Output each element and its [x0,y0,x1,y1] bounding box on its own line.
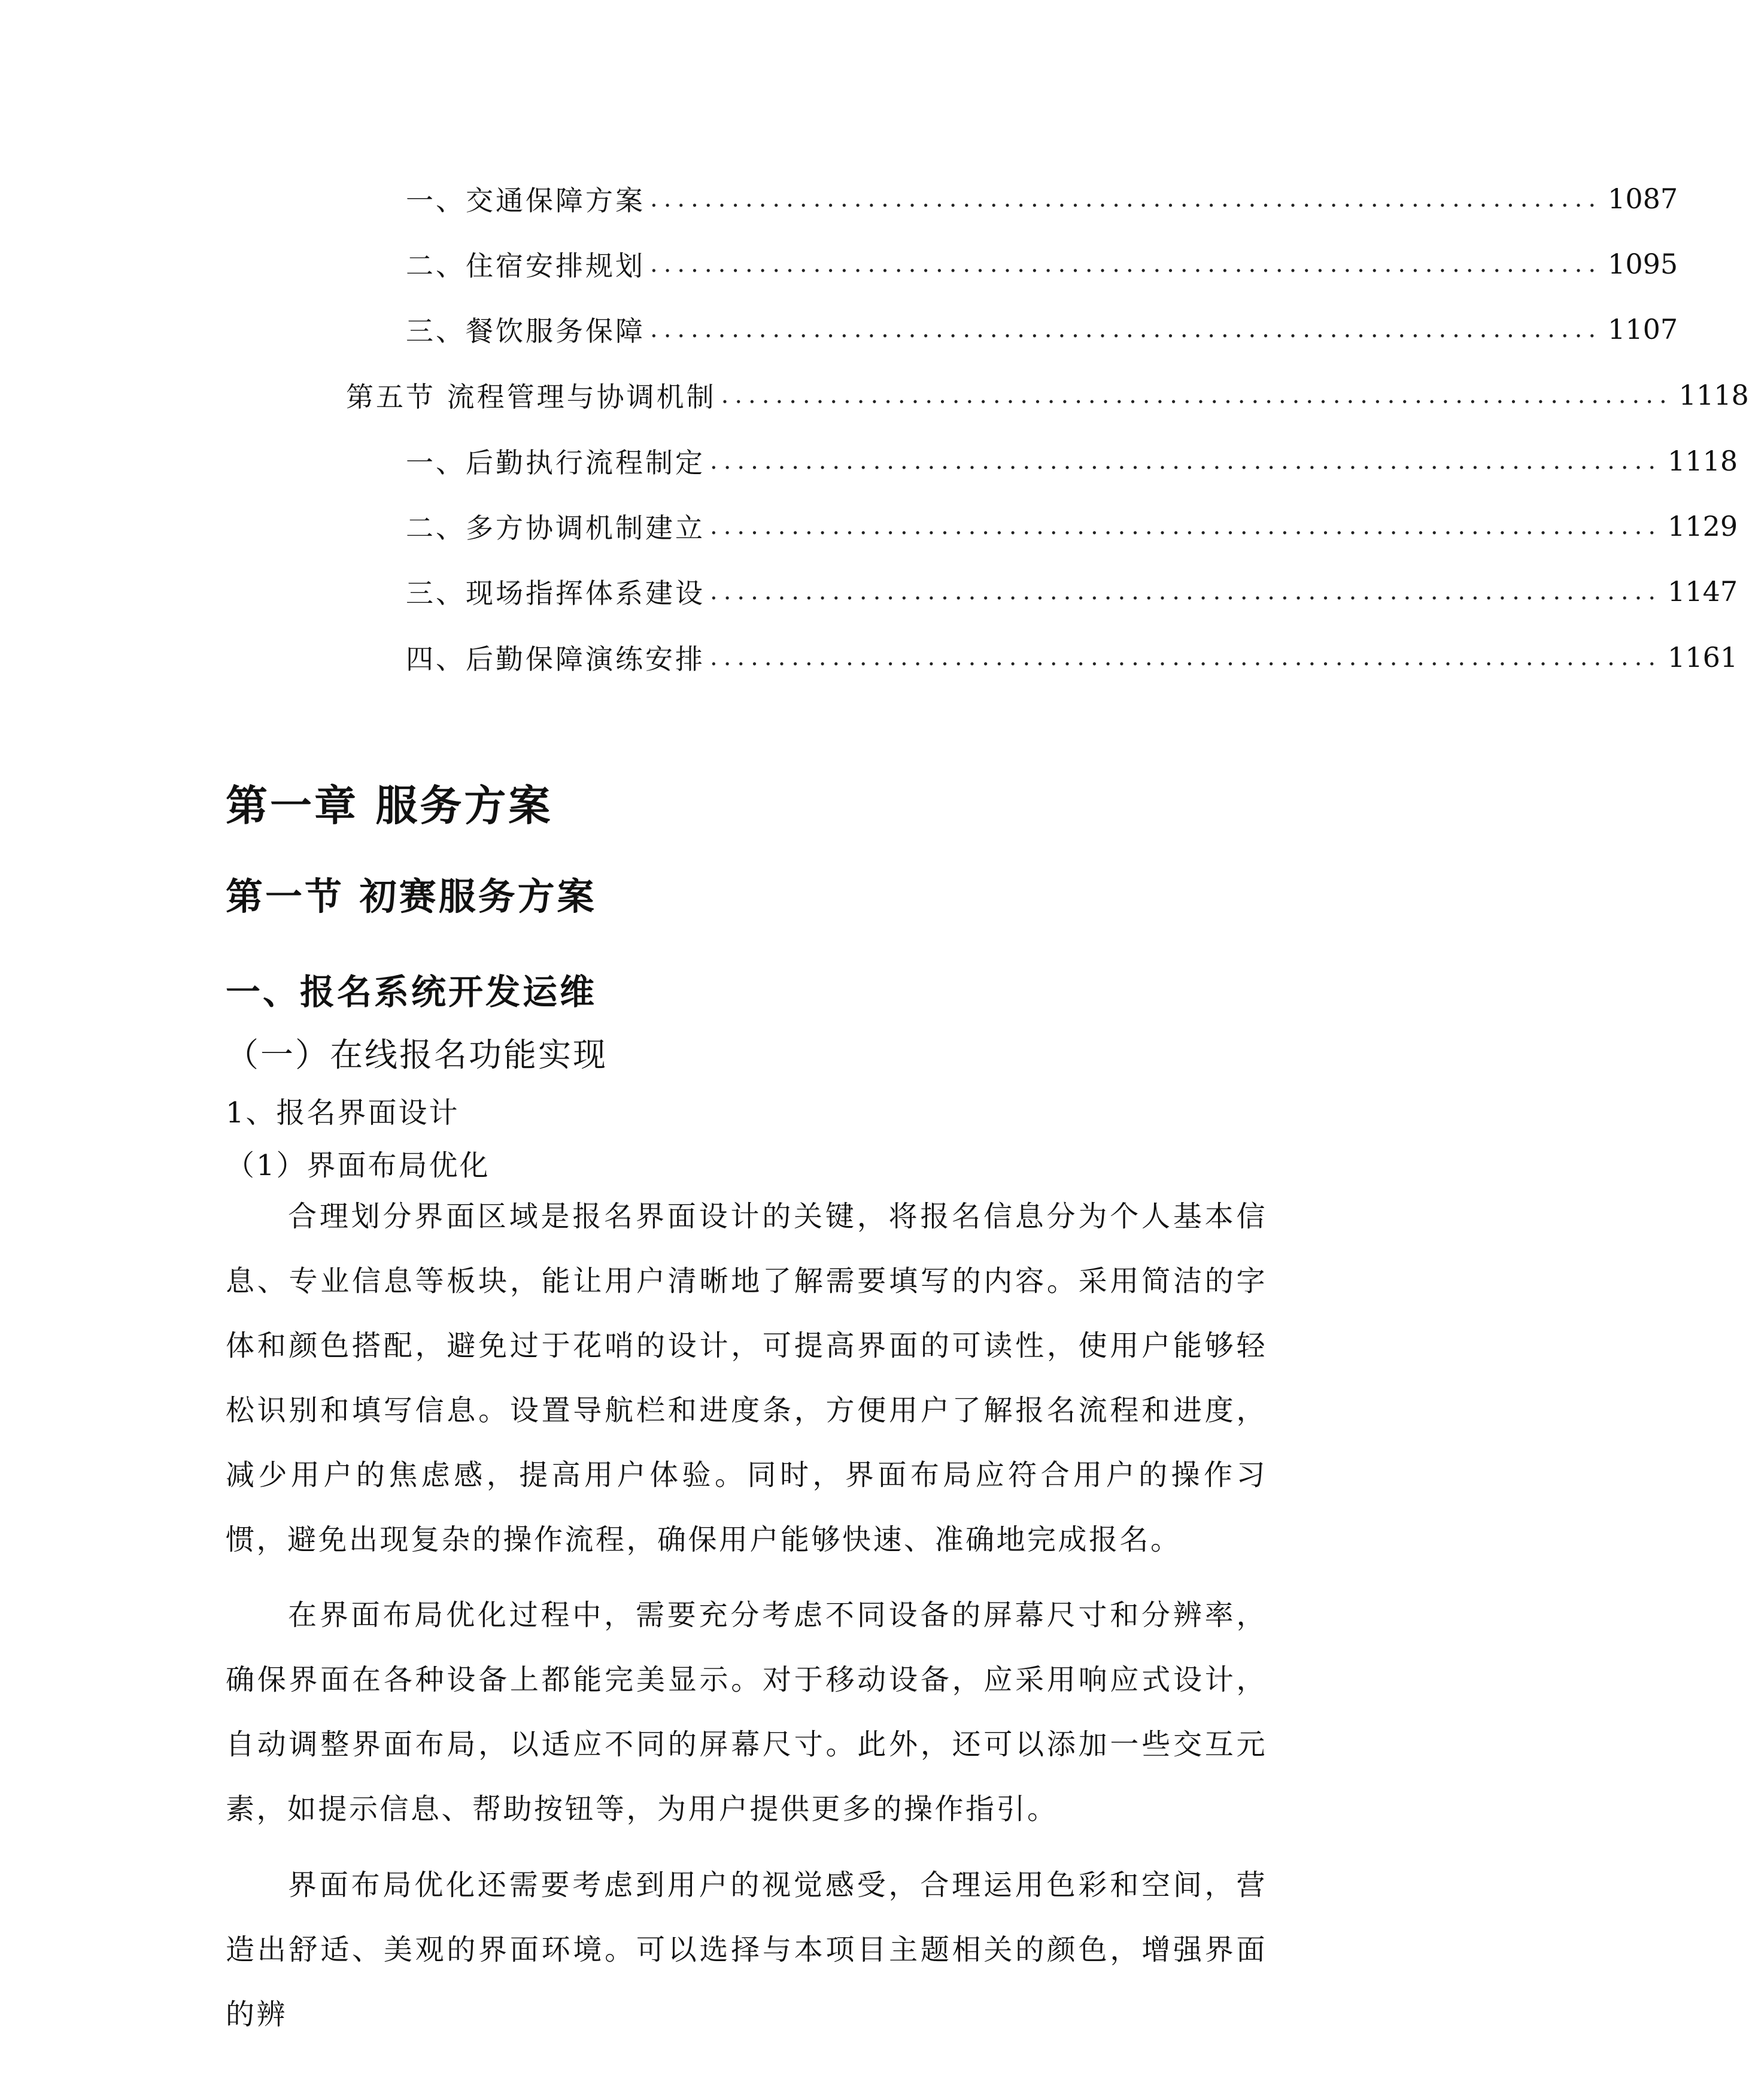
toc-entry[interactable] [406,305,1678,353]
toc-entry-page: 1118 [1668,445,1738,477]
subsubsection-title: （一）在线报名功能实现 [226,1036,608,1074]
toc-entry-title: 后勤执行流程制定 [466,447,705,479]
toc-entry[interactable] [406,240,1678,288]
toc-leader-dots: ...................................................................... [721,381,1673,409]
toc-leader-dots: ...................................................................... [710,447,1662,475]
toc-entry-title: 住宿安排规划 [466,250,645,282]
toc-entry-number: 一、 [406,447,466,479]
toc-entry-title: 餐饮服务保障 [466,315,645,347]
section-title: 第一节 初赛服务方案 [226,875,597,918]
toc-entry-title: 后勤保障演练安排 [466,643,705,675]
chapter-title: 第一章 服务方案 [226,781,553,830]
toc-entry[interactable] [406,633,1738,681]
toc-entry[interactable] [406,175,1678,223]
toc-entry-number: 三、 [406,577,466,609]
toc-leader-dots: ...................................................................... [650,185,1602,213]
toc-entry-page: 1129 [1668,510,1738,542]
toc-entry-page: 1118 [1678,379,1749,411]
toc-entry[interactable] [346,371,1749,419]
toc-entry[interactable] [406,437,1738,485]
toc-entry[interactable] [406,502,1738,550]
toc-entry-number: 三、 [406,315,466,347]
toc-entry-title: 交通保障方案 [466,184,645,217]
body-paragraph: 在界面布局优化过程中，需要充分考虑不同设备的屏幕尺寸和分辨率，确保界面在各种设备上都能完美显示。对于移动设备，应采用响应式设计，自动调整界面布局，以适应不同的屏幕尺寸。此外，还可以添加一些交互元素，如提示信息、帮助按钮等，为用户提供更多的操作指引。 [226,1598,1267,1826]
toc-entry-title: 多方协调机制建立 [466,512,705,544]
body-paragraph: 合理划分界面区域是报名界面设计的关键，将报名信息分为个人基本信息、专业信息等板块，能让用户清晰地了解需要填写的内容。采用简洁的字体和颜色搭配，避免过于花哨的设计，可提高界面的可读性，使用户能够轻松识别和填写信息。设置导航栏和进度条，方便用户了解报名流程和进度，减少用户的焦虑感，提高用户体验。同时，界面布局应符合用户的操作习惯，避免出现复杂的操作流程，确保用户能够快速、准确地完成报名。 [226,1200,1267,1556]
subitem-heading: （1）界面布局优化 [226,1149,490,1182]
toc-entry-page: 1147 [1668,575,1738,608]
toc-leader-dots: ...................................................................... [710,512,1662,540]
toc-entry-number: 二、 [406,250,466,282]
toc-entry-page: 1095 [1608,248,1678,280]
item-heading: 1、报名界面设计 [226,1096,460,1130]
toc-entry-page: 1107 [1608,313,1678,345]
toc-entry-page: 1087 [1608,183,1678,215]
toc-entry-number: 二、 [406,512,466,544]
subsection-title: 一、报名系统开发运维 [226,972,597,1012]
toc-entry-title: 第五节 流程管理与协调机制 [346,381,716,413]
toc-leader-dots: ...................................................................... [710,578,1662,605]
toc-entry-page: 1161 [1668,641,1738,673]
toc-leader-dots: ...................................................................... [650,315,1602,343]
toc-entry-title: 现场指挥体系建设 [466,577,705,609]
body-paragraph: 界面布局优化还需要考虑到用户的视觉感受，合理运用色彩和空间，营造出舒适、美观的界面环境。可以选择与本项目主题相关的颜色，增强界面的辨 [226,1868,1267,2031]
toc-leader-dots: ...................................................................... [710,644,1662,671]
toc-entry-number: 四、 [406,643,466,675]
toc-entry-number: 一、 [406,184,466,217]
toc-leader-dots: ...................................................................... [650,250,1602,278]
toc-entry[interactable] [406,568,1738,615]
